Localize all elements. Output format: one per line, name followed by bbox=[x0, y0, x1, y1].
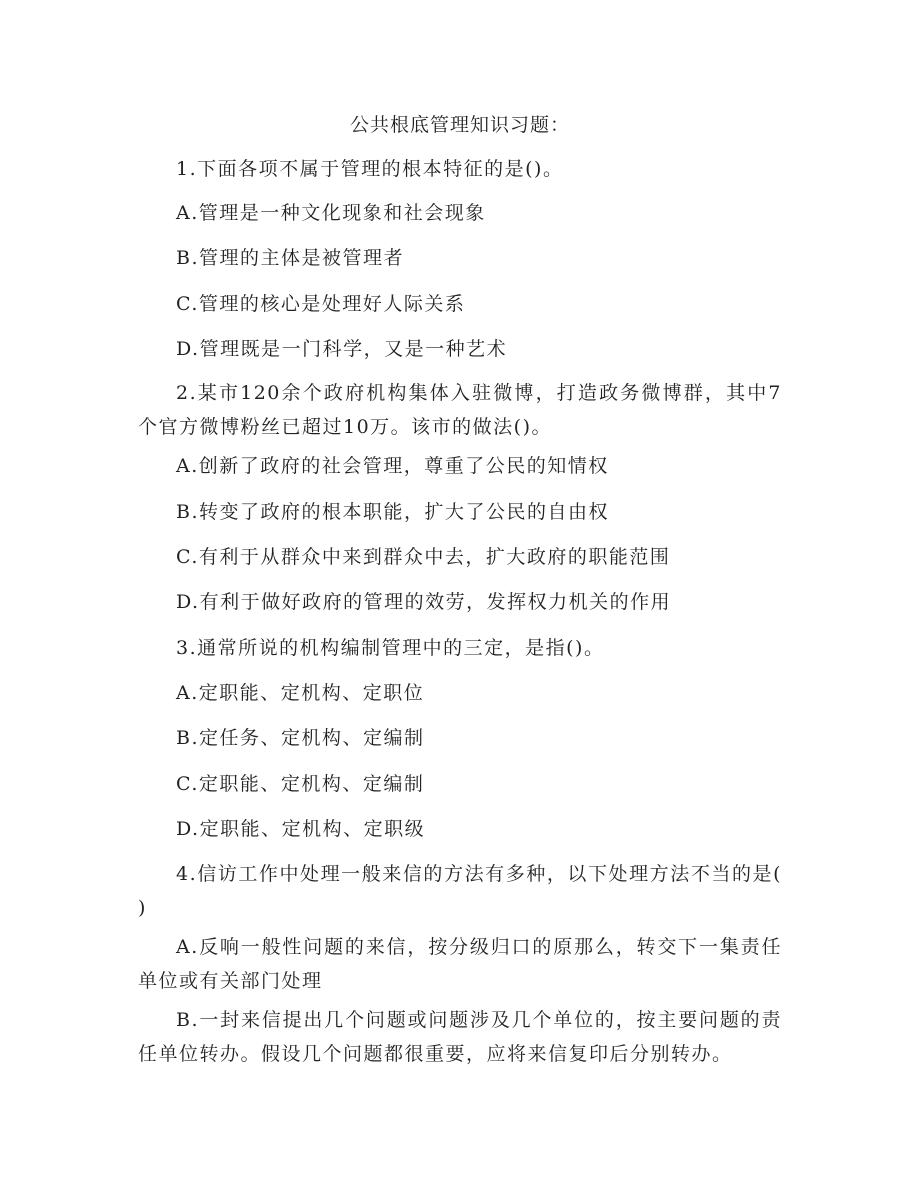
question-3-option-c: C.定职能、定机构、定编制 bbox=[176, 773, 425, 795]
question-4-option-a: A.反响一般性问题的来信，按分级归口的原那么，转交下一集责任单位或有关部门处理 bbox=[138, 936, 782, 992]
question-2-option-d: D.有利于做好政府的管理的效劳，发挥权力机关的作用 bbox=[176, 591, 672, 613]
question-1-option-d: D.管理既是一门科学，又是一种艺术 bbox=[176, 338, 508, 360]
question-1-option-a: A.管理是一种文化现象和社会现象 bbox=[176, 202, 486, 224]
question-2-option-a: A.创新了政府的社会管理，尊重了公民的知情权 bbox=[176, 455, 609, 477]
document-title: 公共根底管理知识习题： bbox=[349, 114, 570, 136]
question-3-option-a: A.定职能、定机构、定职位 bbox=[176, 682, 425, 704]
question-2-stem: 2.某市120余个政府机构集体入驻微博，打造政务微博群，其中7个官方微博粉丝已超过10万。该市的做法()。 bbox=[138, 382, 782, 438]
question-3-option-b: B.定任务、定机构、定编制 bbox=[176, 727, 425, 749]
question-1-stem: 1.下面各项不属于管理的根本特征的是()。 bbox=[176, 158, 564, 180]
question-3-stem: 3.通常所说的机构编制管理中的三定，是指()。 bbox=[176, 637, 605, 659]
question-4-option-b: B.一封来信提出几个问题或问题涉及几个单位的，按主要问题的责任单位转办。假设几个问题都很重要，应将来信复印后分别转办。 bbox=[138, 1009, 782, 1065]
question-2-option-b: B.转变了政府的根本职能，扩大了公民的自由权 bbox=[176, 501, 610, 523]
question-1-option-c: C.管理的核心是处理好人际关系 bbox=[176, 293, 466, 315]
question-3-option-d: D.定职能、定机构、定职级 bbox=[176, 818, 426, 840]
question-1-option-b: B.管理的主体是被管理者 bbox=[176, 247, 405, 269]
question-2-option-c: C.有利于从群众中来到群众中去，扩大政府的职能范围 bbox=[176, 546, 671, 568]
question-4-stem: 4.信访工作中处理一般来信的方法有多种，以下处理方法不当的是( ) bbox=[138, 863, 782, 919]
